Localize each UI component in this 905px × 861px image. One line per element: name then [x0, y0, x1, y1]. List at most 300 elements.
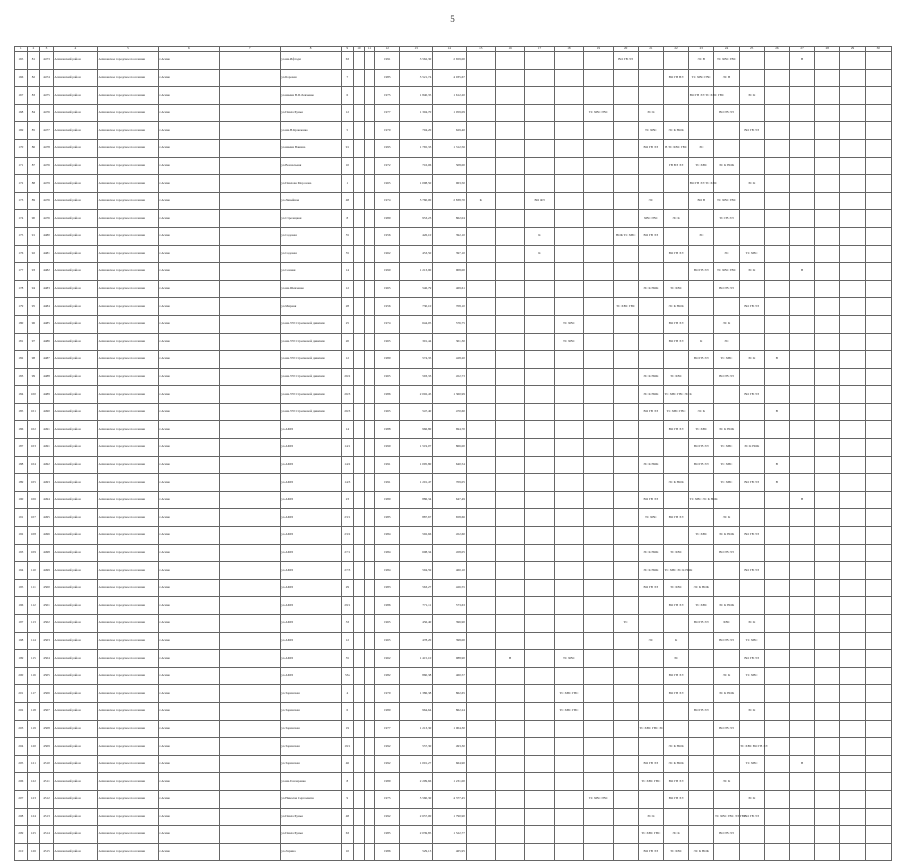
table-cell-col-16	[495, 509, 524, 527]
table-cell-col-8: ул.АМП	[280, 474, 341, 492]
table-cell-col-23: ВО ГВ ЭЭ	[689, 702, 714, 720]
table-cell-col-21: ЭС К	[638, 104, 663, 122]
table-cell-col-24: ВО ГВ ЭЭ	[714, 632, 739, 650]
table-cell-col-24: ЭС	[714, 333, 739, 351]
table-cell-col-11	[364, 615, 375, 633]
table-cell-col-20	[613, 632, 638, 650]
table-cell-col-7	[219, 351, 280, 369]
table-cell-col-24	[714, 227, 739, 245]
table-cell-col-30	[865, 755, 891, 773]
table-cell-col-20	[613, 122, 638, 140]
table-cell-col-29	[840, 615, 865, 633]
table-cell-col-22	[663, 227, 688, 245]
table-cell-col-14: 452,60	[432, 527, 466, 545]
table-cell-col-15	[466, 755, 495, 773]
table-cell-col-21	[638, 157, 663, 175]
table-cell-col-16	[495, 157, 524, 175]
table-cell-col-25: ТС ХВС	[739, 755, 764, 773]
table-cell-col-29	[840, 315, 865, 333]
table-cell-col-12: 1962	[375, 245, 400, 263]
table-cell-col-22: ТС ХВС ГВС ЭС К	[663, 386, 688, 404]
column-number-header: 12	[375, 47, 400, 52]
table-cell-col-15	[466, 210, 495, 228]
table-cell-col-25: ТС ХВС	[739, 245, 764, 263]
table-cell-col-16	[495, 579, 524, 597]
table-cell-col-16	[495, 474, 524, 492]
table-cell-col-6: г.Асино	[158, 755, 219, 773]
table-cell-col-16	[495, 333, 524, 351]
table-cell-col-2: 104	[27, 456, 40, 474]
table-cell-col-11	[364, 808, 375, 826]
table-cell-col-2: 111	[27, 579, 40, 597]
table-cell-col-27	[789, 175, 814, 193]
table-cell-col-4: Асиновский район	[53, 157, 97, 175]
table-cell-col-2: 107	[27, 509, 40, 527]
table-cell-col-16	[495, 773, 524, 791]
table-cell-col-13: 704,20	[400, 122, 433, 140]
table-cell-col-16	[495, 192, 524, 210]
table-cell-col-3: 4477	[40, 122, 54, 140]
table-cell-col-22: ВО ГВ ЭЭ	[663, 667, 688, 685]
table-cell-col-22: ЭС К НОК	[663, 738, 688, 756]
table-cell-col-15	[466, 122, 495, 140]
table-cell-col-24: ТС ХВС ГВС	[714, 263, 739, 281]
table-cell-col-28	[815, 491, 840, 509]
table-cell-col-10	[354, 615, 365, 633]
column-number-header: 15	[466, 47, 495, 52]
table-cell-col-19	[584, 843, 613, 861]
table-cell-col-15	[466, 650, 495, 668]
table-cell-col-15	[466, 421, 495, 439]
table-cell-col-2: 126	[27, 843, 40, 861]
table-cell-col-26	[764, 104, 789, 122]
table-cell-col-6: г.Асино	[158, 738, 219, 756]
table-cell-col-3: 4500	[40, 579, 54, 597]
table-cell-col-28	[815, 104, 840, 122]
table-cell-col-17	[525, 597, 554, 615]
table-cell-col-9: 91	[341, 139, 354, 157]
table-cell-col-1: 171	[15, 157, 28, 175]
table-cell-col-9: 48	[341, 192, 354, 210]
table-cell-col-14: 1 004,30	[432, 720, 466, 738]
table-cell-col-11	[364, 773, 375, 791]
table-cell-col-14: 452,73	[432, 368, 466, 386]
table-cell-col-4: Асиновский район	[53, 738, 97, 756]
table-cell-col-16	[495, 245, 524, 263]
table-cell-col-2: 125	[27, 826, 40, 844]
table-cell-col-25: ЭС К	[739, 87, 764, 105]
table-cell-col-17	[525, 386, 554, 404]
table-cell-col-12: 1975	[375, 87, 400, 105]
table-cell-col-20	[613, 826, 638, 844]
table-cell-col-8: ул.им.370 Стрелковой дивизии	[280, 386, 341, 404]
table-cell-col-21: ЭС К НОК	[638, 368, 663, 386]
table-cell-col-11	[364, 597, 375, 615]
table-cell-col-16	[495, 351, 524, 369]
table-cell-col-13: 547,40	[400, 403, 433, 421]
table-cell-col-17: ВО ФЭ	[525, 192, 554, 210]
table-cell-col-1: 165	[15, 52, 28, 70]
table-cell-col-16	[495, 544, 524, 562]
table-cell-col-19	[584, 491, 613, 509]
table-cell-col-9: 46	[341, 755, 354, 773]
table-cell-col-4: Асиновский район	[53, 122, 97, 140]
table-cell-col-10	[354, 808, 365, 826]
table-cell-col-4: Асиновский район	[53, 315, 97, 333]
table-cell-col-2: 84	[27, 104, 40, 122]
table-cell-col-30	[865, 720, 891, 738]
table-cell-col-30	[865, 685, 891, 703]
table-cell-col-13: 1 213,90	[400, 263, 433, 281]
table-cell-col-21: ВО ГВ ЭЭ	[638, 227, 663, 245]
table-cell-col-26: В	[764, 351, 789, 369]
table-cell-col-14: 493,30	[432, 738, 466, 756]
table-cell-col-15	[466, 69, 495, 87]
table-cell-col-10	[354, 685, 365, 703]
table-cell-col-12: 1992	[375, 738, 400, 756]
table-cell-col-23: ТС ХВС	[689, 421, 714, 439]
table-cell-col-29	[840, 562, 865, 580]
table-cell-col-23: ВО В	[689, 192, 714, 210]
table-cell-col-7	[219, 439, 280, 457]
table-cell-col-10	[354, 139, 365, 157]
table-cell-col-4: Асиновский район	[53, 720, 97, 738]
table-cell-col-28	[815, 263, 840, 281]
table-cell-col-9: 8	[341, 773, 354, 791]
table-cell-col-23	[689, 298, 714, 316]
table-cell-col-5: Асиновское городское поселение	[97, 491, 158, 509]
table-cell-col-1: 183	[15, 368, 28, 386]
table-cell-col-19	[584, 456, 613, 474]
table-cell-col-26	[764, 738, 789, 756]
table-cell-col-4: Асиновский район	[53, 403, 97, 421]
table-cell-col-14: 469,61	[432, 280, 466, 298]
table-cell-col-16	[495, 826, 524, 844]
table-cell-col-6: г.Асино	[158, 245, 219, 263]
table-cell-col-19	[584, 509, 613, 527]
table-cell-col-25	[739, 227, 764, 245]
table-cell-col-20	[613, 562, 638, 580]
table-cell-col-15	[466, 52, 495, 70]
column-number-header: 24	[714, 47, 739, 52]
table-cell-col-14: 1 612,20	[432, 87, 466, 105]
table-cell-col-23: ЭС	[689, 139, 714, 157]
table-cell-col-20	[613, 808, 638, 826]
table-cell-col-21	[638, 298, 663, 316]
table-cell-col-21	[638, 245, 663, 263]
table-cell-col-24: ТС ХВС	[714, 474, 739, 492]
column-number-header: 16	[495, 47, 524, 52]
table-cell-col-18	[554, 139, 583, 157]
table-cell-col-23: ЭС К	[689, 403, 714, 421]
table-cell-col-5: Асиновское городское поселение	[97, 650, 158, 668]
table-cell-col-9: 20	[341, 333, 354, 351]
table-cell-col-30	[865, 579, 891, 597]
table-body	[15, 52, 892, 861]
table-cell-col-26	[764, 720, 789, 738]
table-cell-col-17	[525, 808, 554, 826]
table-cell-col-26	[764, 368, 789, 386]
table-cell-col-10	[354, 491, 365, 509]
table-cell-col-7	[219, 685, 280, 703]
table-cell-col-6: г.Асино	[158, 69, 219, 87]
table-cell-col-10	[354, 87, 365, 105]
table-cell-col-2: 114	[27, 632, 40, 650]
table-cell-col-8: ул.АМП	[280, 579, 341, 597]
table-cell-col-30	[865, 368, 891, 386]
table-cell-col-26	[764, 439, 789, 457]
table-cell-col-3: 4481	[40, 245, 54, 263]
table-cell-col-15	[466, 702, 495, 720]
table-cell-col-10	[354, 368, 365, 386]
table-cell-col-10	[354, 122, 365, 140]
table-cell-col-18	[554, 509, 583, 527]
table-cell-col-17	[525, 527, 554, 545]
table-cell-col-14: 458,05	[432, 544, 466, 562]
table-cell-col-20	[613, 333, 638, 351]
table-cell-col-28	[815, 157, 840, 175]
table-cell-col-9: 12	[341, 104, 354, 122]
table-cell-col-27	[789, 421, 814, 439]
table-cell-col-20	[613, 597, 638, 615]
table-cell-col-14: 1 231,00	[432, 773, 466, 791]
table-cell-col-29	[840, 456, 865, 474]
table-cell-col-16	[495, 615, 524, 633]
table-row	[15, 263, 892, 281]
table-cell-col-2: 83	[27, 87, 40, 105]
table-cell-col-14: 908,00	[432, 263, 466, 281]
table-cell-col-19	[584, 474, 613, 492]
table-cell-col-20	[613, 315, 638, 333]
table-cell-col-1: 206	[15, 773, 28, 791]
table-cell-col-19	[584, 280, 613, 298]
table-cell-col-29	[840, 491, 865, 509]
table-cell-col-27	[789, 544, 814, 562]
table-cell-col-1: 166	[15, 69, 28, 87]
table-cell-col-15	[466, 843, 495, 861]
page-number: 5	[450, 14, 455, 24]
table-cell-col-4: Асиновский район	[53, 421, 97, 439]
table-cell-col-30	[865, 439, 891, 457]
table-cell-col-26	[764, 562, 789, 580]
table-cell-col-4: Асиновский район	[53, 650, 97, 668]
table-cell-col-3: 4499	[40, 562, 54, 580]
table-cell-col-9: 9	[341, 790, 354, 808]
table-cell-col-13: 456,40	[400, 615, 433, 633]
table-cell-col-1: 182	[15, 351, 28, 369]
table-cell-col-8: ул.АМП	[280, 615, 341, 633]
table-cell-col-20	[613, 650, 638, 668]
table-cell-col-29	[840, 421, 865, 439]
table-cell-col-30	[865, 773, 891, 791]
table-cell-col-10	[354, 315, 365, 333]
table-row	[15, 333, 892, 351]
table-row	[15, 227, 892, 245]
table-cell-col-22	[663, 439, 688, 457]
table-cell-col-27	[789, 667, 814, 685]
table-cell-col-23	[689, 562, 714, 580]
table-cell-col-6: г.Асино	[158, 175, 219, 193]
table-cell-col-16	[495, 755, 524, 773]
table-cell-col-1: 197	[15, 615, 28, 633]
table-cell-col-9: 27/1	[341, 544, 354, 562]
table-cell-col-15	[466, 280, 495, 298]
table-cell-col-19	[584, 403, 613, 421]
table-cell-col-16	[495, 52, 524, 70]
table-cell-col-27: В	[789, 263, 814, 281]
table-cell-col-12: 1965	[375, 368, 400, 386]
table-cell-col-4: Асиновский район	[53, 87, 97, 105]
table-cell-col-12: 1985	[375, 509, 400, 527]
table-cell-col-8: ул.Павла Бунья	[280, 826, 341, 844]
table-cell-col-18	[554, 227, 583, 245]
table-cell-col-29	[840, 227, 865, 245]
table-cell-col-28	[815, 527, 840, 545]
table-cell-col-25: ВО ГВ ЭЭ	[739, 562, 764, 580]
table-cell-col-1: 180	[15, 315, 28, 333]
table-cell-col-19	[584, 720, 613, 738]
table-cell-col-5: Асиновское городское поселение	[97, 421, 158, 439]
table-cell-col-12: 1990	[375, 263, 400, 281]
table-cell-col-22	[663, 456, 688, 474]
table-cell-col-24: ВО ГВ ЭЭ	[714, 368, 739, 386]
table-cell-col-17	[525, 685, 554, 703]
table-cell-col-15	[466, 509, 495, 527]
table-cell-col-11	[364, 333, 375, 351]
table-cell-col-28	[815, 826, 840, 844]
table-cell-col-29	[840, 386, 865, 404]
table-cell-col-23: ВО ГВ ЭЭ	[689, 263, 714, 281]
table-cell-col-1: 207	[15, 790, 28, 808]
table-cell-col-2: 108	[27, 527, 40, 545]
table-cell-col-18	[554, 579, 583, 597]
table-cell-col-29	[840, 826, 865, 844]
table-cell-col-27	[789, 69, 814, 87]
column-number-header: 18	[554, 47, 583, 52]
table-cell-col-2: 86	[27, 139, 40, 157]
table-cell-col-18	[554, 421, 583, 439]
table-cell-col-7	[219, 544, 280, 562]
table-cell-col-8: ул.Мирная	[280, 298, 341, 316]
table-cell-col-18: ТС ХВС	[554, 315, 583, 333]
table-cell-col-23	[689, 720, 714, 738]
table-cell-col-15	[466, 386, 495, 404]
table-cell-col-21	[638, 87, 663, 105]
table-cell-col-4: Асиновский район	[53, 245, 97, 263]
table-cell-col-13: 574,35	[400, 351, 433, 369]
table-cell-col-8: ул.АМП	[280, 544, 341, 562]
table-cell-col-11	[364, 351, 375, 369]
table-cell-col-28	[815, 333, 840, 351]
table-cell-col-17	[525, 579, 554, 597]
table-cell-col-28	[815, 386, 840, 404]
column-number-header: 25	[739, 47, 764, 52]
table-cell-col-6: г.Асино	[158, 702, 219, 720]
table-cell-col-15	[466, 139, 495, 157]
table-cell-col-6: г.Асино	[158, 685, 219, 703]
table-cell-col-11	[364, 474, 375, 492]
table-cell-col-27	[789, 562, 814, 580]
table-cell-col-8: ул.Вокзальная	[280, 157, 341, 175]
table-cell-col-14: 576,75	[432, 315, 466, 333]
table-cell-col-22	[663, 192, 688, 210]
table-cell-col-16: В	[495, 650, 524, 668]
table-cell-col-23: ТС ХВС	[689, 157, 714, 175]
table-cell-col-9: 4	[341, 685, 354, 703]
table-cell-col-3: 4503	[40, 632, 54, 650]
table-cell-col-30	[865, 315, 891, 333]
table-cell-col-6: г.Асино	[158, 650, 219, 668]
table-cell-col-28	[815, 562, 840, 580]
table-cell-col-6: г.Асино	[158, 790, 219, 808]
table-cell-col-26	[764, 69, 789, 87]
table-cell-col-11	[364, 755, 375, 773]
table-cell-col-20	[613, 456, 638, 474]
table-cell-col-2: 122	[27, 773, 40, 791]
table-cell-col-18	[554, 386, 583, 404]
table-cell-col-21	[638, 333, 663, 351]
table-cell-col-1: 201	[15, 685, 28, 703]
table-cell-col-2: 89	[27, 192, 40, 210]
table-cell-col-6: г.Асино	[158, 263, 219, 281]
table-cell-col-3: 4509	[40, 738, 54, 756]
table-cell-col-11	[364, 738, 375, 756]
table-cell-col-7	[219, 104, 280, 122]
table-cell-col-26	[764, 808, 789, 826]
column-number-header: 13	[400, 47, 433, 52]
table-cell-col-26	[764, 315, 789, 333]
table-cell-col-17	[525, 456, 554, 474]
table-cell-col-30	[865, 509, 891, 527]
table-cell-col-22	[663, 52, 688, 70]
table-cell-col-24: ЭС К НОК	[714, 527, 739, 545]
column-number-header: 23	[689, 47, 714, 52]
table-cell-col-11	[364, 280, 375, 298]
table-cell-col-21: ТС ХВС	[638, 122, 663, 140]
table-cell-col-5: Асиновское городское поселение	[97, 790, 158, 808]
table-cell-col-21: ТС ХВС ГВС ЭС	[638, 720, 663, 738]
table-cell-col-2: 90	[27, 210, 40, 228]
table-cell-col-16	[495, 491, 524, 509]
table-cell-col-11	[364, 509, 375, 527]
table-cell-col-25: ВО ГВ ЭЭ	[739, 386, 764, 404]
table-cell-col-26	[764, 280, 789, 298]
table-cell-col-30	[865, 333, 891, 351]
table-cell-col-12: 1986	[375, 386, 400, 404]
table-cell-col-29	[840, 368, 865, 386]
table-cell-col-2: 94	[27, 280, 40, 298]
table-cell-col-16	[495, 210, 524, 228]
table-row	[15, 808, 892, 826]
table-row	[15, 632, 892, 650]
table-cell-col-7	[219, 421, 280, 439]
table-cell-col-26	[764, 157, 789, 175]
table-cell-col-27	[789, 790, 814, 808]
table-cell-col-9: 53а	[341, 667, 354, 685]
table-row	[15, 280, 892, 298]
table-cell-col-2: 87	[27, 157, 40, 175]
table-cell-col-2: 115	[27, 650, 40, 668]
table-cell-col-2: 85	[27, 122, 40, 140]
table-cell-col-8: ул.им.Шевченко	[280, 280, 341, 298]
table-cell-col-4: Асиновский район	[53, 597, 97, 615]
table-cell-col-2: 124	[27, 808, 40, 826]
table-cell-col-24: ХВС	[714, 615, 739, 633]
table-cell-col-20	[613, 544, 638, 562]
table-cell-col-12: 1977	[375, 720, 400, 738]
table-cell-col-21: ЭС К НОК	[638, 544, 663, 562]
table-cell-col-7	[219, 597, 280, 615]
